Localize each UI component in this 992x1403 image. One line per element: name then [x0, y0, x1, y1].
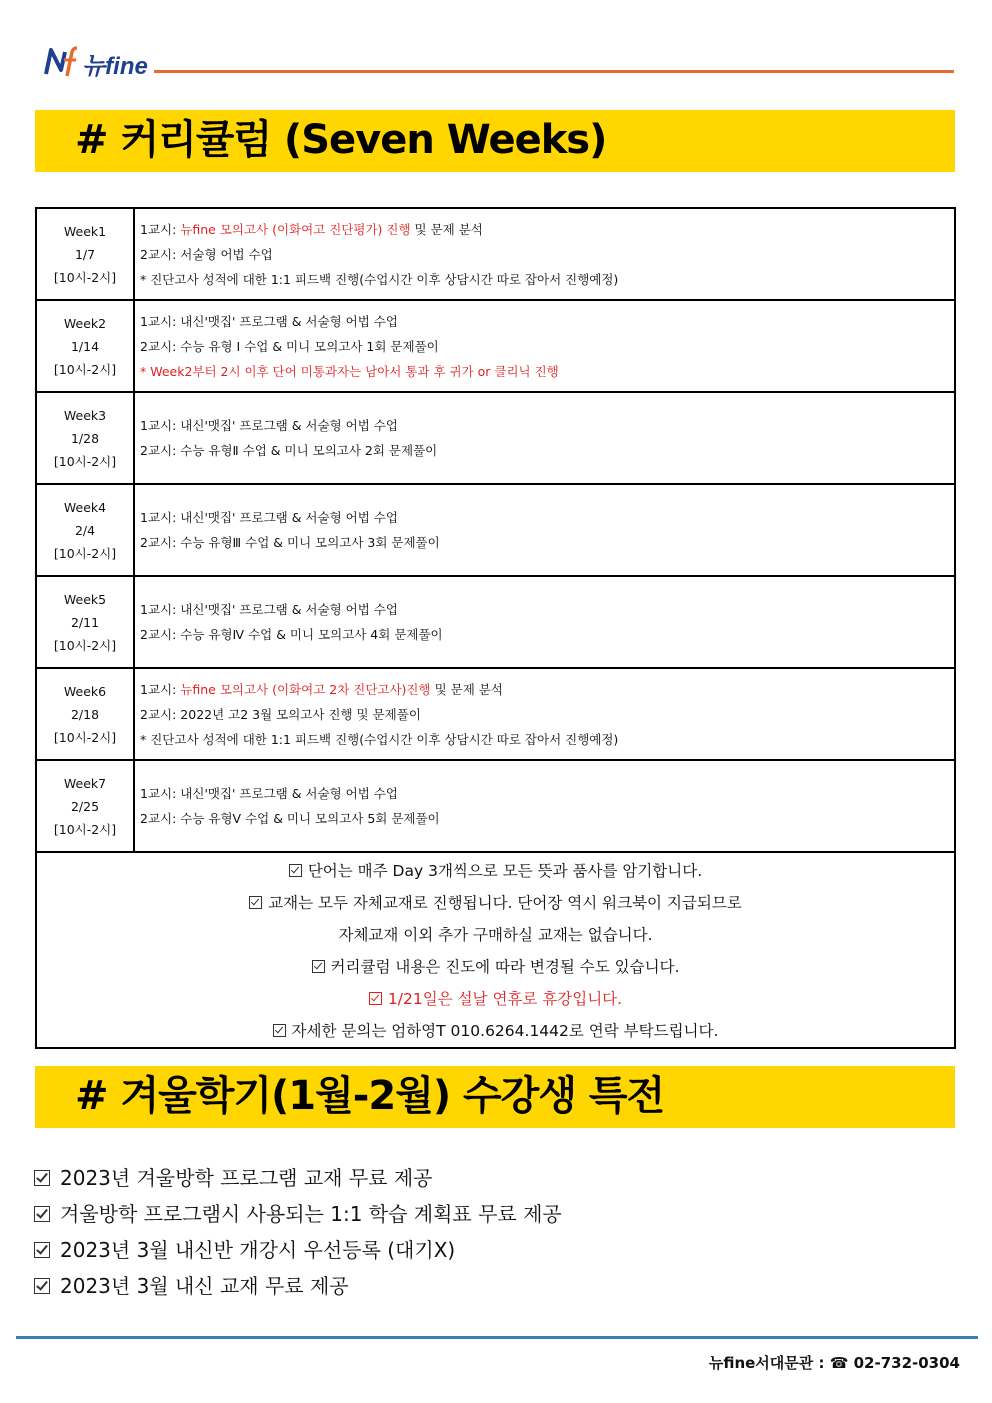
benefits-list — [34, 1160, 562, 1304]
benefits-banner — [35, 1066, 955, 1128]
checkbox-icon — [273, 1024, 286, 1037]
checkbox-icon — [34, 1206, 50, 1222]
week-description-cell — [134, 300, 955, 392]
week-label: Week5 — [63, 591, 107, 607]
week-time: [10시-2시] — [53, 821, 117, 837]
session-line — [140, 781, 954, 806]
note-text: 교재는 모두 자체교재로 진행됩니다. 단어장 역시 워크북이 지급되므로 — [268, 894, 742, 912]
week-label-cell — [36, 300, 134, 392]
week-row — [36, 392, 955, 484]
note-text: 단어는 매주 Day 3개씩으로 모든 뜻과 품사를 암기합니다. — [307, 862, 703, 880]
notes-cell — [36, 852, 955, 1048]
week-label-cell — [36, 208, 134, 300]
note-text: 자세한 문의는 엄하영T 010.6264.1442로 연락 부탁드립니다. — [291, 1022, 719, 1040]
note-line — [37, 983, 954, 1015]
week-description-cell — [134, 760, 955, 852]
checkbox-icon — [34, 1278, 50, 1294]
session-text: 및 문제 분석 — [410, 221, 483, 237]
week-date: 1/28 — [70, 430, 100, 446]
week-time: [10시-2시] — [53, 453, 117, 469]
week-row — [36, 484, 955, 576]
session-line — [140, 505, 954, 530]
session-text: 1교시: 내신'맷집' 프로그램 & 서술형 어법 수업 — [140, 418, 398, 433]
benefits-title: # 겨울학기(1월-2월) 수강생 특전 — [75, 1073, 665, 1119]
week-label-cell — [36, 668, 134, 760]
session-line — [140, 806, 954, 831]
curriculum-table — [35, 207, 956, 1049]
session-line — [140, 217, 954, 242]
benefit-item — [34, 1268, 562, 1304]
week-row — [36, 760, 955, 852]
week-time: [10시-2시] — [53, 545, 117, 561]
checkbox-icon — [34, 1170, 50, 1186]
week-description-cell — [134, 208, 955, 300]
session-text: 2교시: 수능 유형Ⅱ 수업 & 미니 모의고사 2회 문제풀이 — [140, 443, 438, 458]
footer-rule — [16, 1336, 978, 1339]
checkbox-icon — [249, 896, 262, 909]
week-label-cell — [36, 392, 134, 484]
week-description-cell — [134, 576, 955, 668]
session-text: * 진단고사 성적에 대한 1:1 피드백 진행(수업시간 이후 상담시간 따로 잡아서 진행예정) — [140, 731, 619, 747]
benefit-item — [34, 1232, 562, 1268]
curriculum-banner — [35, 110, 955, 172]
session-text: 1교시: — [140, 221, 181, 237]
note-line — [37, 1015, 954, 1047]
session-text: 1교시: 내신'맷집' 프로그램 & 서술형 어법 수업 — [140, 602, 398, 617]
week-row — [36, 300, 955, 392]
week-date: 1/14 — [70, 338, 100, 354]
benefit-item — [34, 1196, 562, 1232]
session-line — [140, 359, 954, 384]
notes-row — [36, 852, 955, 1048]
nf-logo-icon — [42, 44, 78, 80]
session-line — [140, 413, 954, 438]
note-text: 자체교재 이외 추가 구매하실 교재는 없습니다. — [338, 926, 653, 944]
week-date: 2/25 — [70, 798, 100, 814]
benefit-item — [34, 1160, 562, 1196]
checkbox-icon — [369, 992, 382, 1005]
session-line — [140, 597, 954, 622]
footer-contact: 뉴fine서대문관 : ☎ 02-732-0304 — [708, 1354, 960, 1372]
checkbox-icon — [34, 1242, 50, 1258]
logo-text: 뉴fine — [82, 53, 148, 80]
benefit-text: 2023년 3월 내신 교재 무료 제공 — [60, 1274, 349, 1298]
note-text: 1/21일은 설날 연휴로 휴강입니다. — [387, 990, 623, 1008]
benefit-text: 2023년 3월 내신반 개강시 우선등록 (대기X) — [60, 1238, 456, 1262]
session-text: 2교시: 서술형 어법 수업 — [140, 246, 273, 262]
session-line — [140, 622, 954, 647]
week-label: Week2 — [63, 315, 107, 331]
session-text: 2교시: 수능 유형Ⅴ 수업 & 미니 모의고사 5회 문제풀이 — [140, 811, 440, 826]
session-text: 1교시: — [140, 681, 181, 697]
session-line — [140, 677, 954, 702]
session-text: 2교시: 수능 유형Ⅲ 수업 & 미니 모의고사 3회 문제풀이 — [140, 535, 440, 550]
session-line — [140, 530, 954, 555]
note-line — [37, 919, 954, 951]
session-text: * 진단고사 성적에 대한 1:1 피드백 진행(수업시간 이후 상담시간 따로 잡아서 진행예정) — [140, 271, 619, 287]
session-text: 1교시: 내신'맷집' 프로그램 & 서술형 어법 수업 — [140, 786, 398, 801]
week-date: 1/7 — [74, 246, 96, 262]
checkbox-icon — [289, 864, 302, 877]
checkbox-icon — [312, 960, 325, 973]
note-line — [37, 951, 954, 983]
session-line — [140, 267, 954, 292]
logo — [42, 44, 148, 80]
week-time: [10시-2시] — [53, 729, 117, 745]
session-text: 뉴fine 모의고사 (이화여고 2차 진단고사)진행 — [180, 681, 431, 697]
session-text: 2교시: 수능 유형 Ⅰ 수업 & 미니 모의고사 1회 문제풀이 — [140, 338, 439, 354]
week-description-cell — [134, 668, 955, 760]
week-date: 2/11 — [70, 614, 100, 630]
session-text: 2교시: 2022년 고2 3월 모의고사 진행 및 문제풀이 — [140, 706, 421, 722]
week-label-cell — [36, 484, 134, 576]
week-description-cell — [134, 392, 955, 484]
session-line — [140, 702, 954, 727]
session-text: 및 문제 분석 — [430, 681, 503, 697]
week-label: Week4 — [63, 499, 107, 515]
session-line — [140, 438, 954, 463]
week-time: [10시-2시] — [53, 361, 117, 377]
week-row — [36, 208, 955, 300]
header-rule — [154, 70, 954, 73]
week-date: 2/18 — [70, 706, 100, 722]
session-line — [140, 727, 954, 752]
week-label-cell — [36, 760, 134, 852]
benefit-text: 겨울방학 프로그램시 사용되는 1:1 학습 계획표 무료 제공 — [60, 1202, 562, 1226]
week-row — [36, 576, 955, 668]
session-line — [140, 309, 954, 334]
week-label: Week1 — [63, 223, 107, 239]
week-label: Week6 — [63, 683, 107, 699]
session-line — [140, 334, 954, 359]
note-text: 커리큘럼 내용은 진도에 따라 변경될 수도 있습니다. — [330, 958, 680, 976]
week-label: Week3 — [63, 407, 107, 423]
session-text: 1교시: 내신'맷집' 프로그램 & 서술형 어법 수업 — [140, 510, 398, 525]
week-description-cell — [134, 484, 955, 576]
page-header — [42, 44, 954, 84]
week-row — [36, 668, 955, 760]
note-line — [37, 887, 954, 919]
week-time: [10시-2시] — [53, 637, 117, 653]
session-text: 1교시: 내신'맷집' 프로그램 & 서술형 어법 수업 — [140, 313, 398, 329]
week-label: Week7 — [63, 775, 107, 791]
week-date: 2/4 — [74, 522, 96, 538]
benefit-text: 2023년 겨울방학 프로그램 교재 무료 제공 — [60, 1166, 433, 1190]
session-text: 2교시: 수능 유형Ⅳ 수업 & 미니 모의고사 4회 문제풀이 — [140, 627, 443, 642]
note-line — [37, 855, 954, 887]
week-label-cell — [36, 576, 134, 668]
curriculum-title: # 커리큘럼 (Seven Weeks) — [75, 117, 607, 163]
week-time: [10시-2시] — [53, 269, 117, 285]
session-text: 뉴fine 모의고사 (이화여고 진단평가) 진행 — [180, 221, 411, 237]
session-line — [140, 242, 954, 267]
session-text: * Week2부터 2시 이후 단어 미통과자는 남아서 통과 후 귀가 or 클리닉 진행 — [140, 363, 559, 379]
